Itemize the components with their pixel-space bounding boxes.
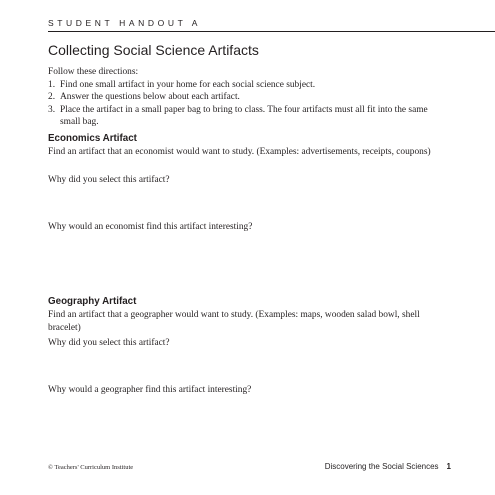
copyright-notice: © Teachers' Curriculum Institute: [48, 464, 134, 471]
directions-lead: Follow these directions:: [48, 67, 139, 77]
geography-instruction: Find an artifact that a geographer would want to study. (Examples: maps, wooden salad bowl, shell bracelet): [48, 310, 420, 333]
direction-item: [48, 91, 448, 104]
economics-heading: Economics Artifact: [48, 133, 137, 144]
direction-item: [48, 104, 448, 129]
economics-instruction: Find an artifact that an economist would want to study. (Examples: advertisements, receipts, coupons): [48, 147, 431, 157]
page-number: 1: [446, 462, 451, 471]
directions-list: [48, 79, 448, 129]
directions-block: [48, 66, 448, 129]
direction-number: 3.: [48, 104, 56, 115]
geography-question-interest: Why would a geographer find this artifact interesting?: [48, 385, 252, 395]
economics-question-interest: Why would an economist find this artifact interesting?: [48, 222, 253, 232]
economics-question-select: Why did you select this artifact?: [48, 175, 170, 185]
direction-number: 1.: [48, 79, 56, 90]
direction-text: Place the artifact in a small paper bag to bring to class. The four artifacts must all fit into the same small bag.: [60, 104, 428, 127]
geography-question-select: Why did you select this artifact?: [48, 338, 170, 348]
footer-book-info: [325, 462, 451, 471]
top-rule: [48, 31, 495, 32]
direction-text: Answer the questions below about each artifact.: [60, 92, 240, 102]
direction-item: [48, 79, 448, 92]
book-title: Discovering the Social Sciences: [324, 462, 439, 471]
page-title: Collecting Social Science Artifacts: [48, 42, 259, 58]
direction-number: 2.: [48, 92, 56, 102]
geography-heading: Geography Artifact: [48, 296, 137, 307]
handout-label: STUDENT HANDOUT A: [48, 18, 201, 28]
direction-text: Find one small artifact in your home for each social science subject.: [60, 79, 316, 90]
